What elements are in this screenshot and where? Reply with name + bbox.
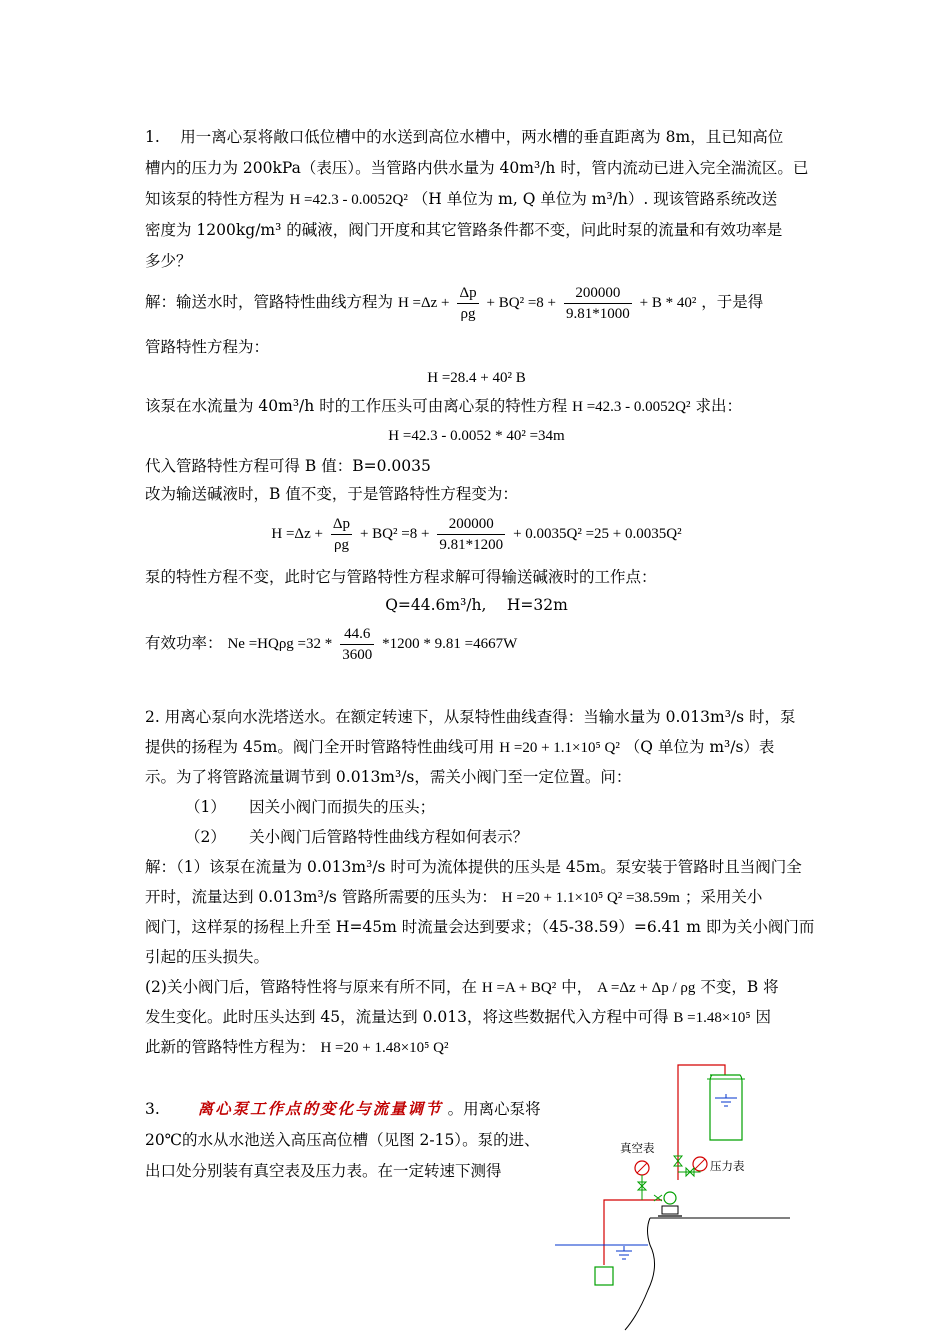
problem-title: 离心泵工作点的变化与流量调节 xyxy=(197,1099,443,1118)
text: （Q 单位为 m³/s）表 xyxy=(624,738,775,756)
text: 中， xyxy=(561,978,593,996)
pump-body xyxy=(664,1192,676,1204)
eq-part: Ne =HQρg =32 * xyxy=(227,636,333,652)
pressure-gauge-label: 压力表 xyxy=(710,1159,745,1173)
p2-line-3: 示。为了将管路流量调节到 0.013m³/s，需关小阀门至一定位置。问： xyxy=(145,768,632,786)
a-equation: A =Δz + Δp / ρg xyxy=(597,980,696,996)
pump-equation: H =42.3 - 0.0052Q² xyxy=(289,192,408,208)
b-value: B =1.48×10⁵ xyxy=(673,1010,751,1026)
p1-solution-line-3 xyxy=(145,395,742,418)
text: (2)关小阀门后，管路特性将与原来有所不同，在 xyxy=(145,978,477,996)
numerator: 200000 xyxy=(437,514,505,535)
equation-alkali-pipe xyxy=(145,512,808,555)
text: 此新的管路特性方程为： xyxy=(145,1038,316,1056)
eq-part: H =Δz + xyxy=(397,295,450,311)
p1-solution-line-4: 代入管路特性方程可得 B 值：B=0.0035 xyxy=(145,457,431,475)
p1-solution-line-7 xyxy=(145,622,517,665)
text: 该泵在水流量为 40m³/h 时的工作压头可由离心泵的特性方程 xyxy=(145,397,568,415)
p2-answer-line-7 xyxy=(145,1036,448,1059)
text: （H 单位为 m, Q 单位为 m³/h）. 现该管路系统改送 xyxy=(412,190,778,208)
text: 解：输送水时，管路特性曲线方程为 xyxy=(145,293,394,311)
text: 求出： xyxy=(695,397,742,415)
p3-line-3: 出口处分别装有真空表及压力表。在一定转速下测得 xyxy=(145,1162,502,1180)
new-pipe-equation: H =20 + 1.48×10⁵ Q² xyxy=(320,1040,449,1056)
text: 因 xyxy=(755,1008,771,1026)
eq-part: + BQ² =8 + xyxy=(486,295,557,311)
p2-line-1: 2. 用离心泵向水洗塔送水。在额定转速下，从泵特性曲线查得：当输水量为 0.013m³/s 时，泵 xyxy=(145,708,796,726)
pump-base xyxy=(662,1206,678,1214)
text: ；采用关小 xyxy=(684,888,763,906)
denominator: 3600 xyxy=(342,646,373,663)
p1-line-2: 槽内的压力为 200kPa（表压）。当管路内供水量为 40m³/h 时，管内流动已进入完全湍流区。已 xyxy=(145,159,809,177)
text: ，于是得 xyxy=(701,293,764,311)
p1-solution-line-2: 管路特性方程为： xyxy=(145,338,270,356)
fraction-pressure xyxy=(437,514,505,555)
pipe-equation: H =20 + 1.1×10⁵ Q² xyxy=(499,740,620,756)
text: 。用离心泵将 xyxy=(447,1100,541,1118)
p2-answer-line-5 xyxy=(145,976,779,999)
p3-line-1 xyxy=(145,1098,541,1120)
p2-answer-line-2 xyxy=(145,886,762,909)
eq-part: + 0.0035Q² =25 + 0.0035Q² xyxy=(513,526,682,542)
fraction-pressure xyxy=(564,283,632,324)
fraction-dp-rhog xyxy=(457,283,478,324)
p2-answer-line-3: 阀门，这样泵的扬程上升至 H=45m 时流量会达到要求；（45-38.59）=6.41 m 即为关小阀门而 xyxy=(145,918,815,936)
p2-answer-line-4: 引起的压头损失。 xyxy=(145,948,270,966)
text: 发生变化。此时压头达到 45，流量达到 0.013，将这些数据代入方程中可得 xyxy=(145,1008,669,1026)
denominator: ρg xyxy=(460,305,476,322)
text: 知该泵的特性方程为 xyxy=(145,190,285,208)
numerator: Δp xyxy=(331,514,352,535)
suction-box xyxy=(595,1267,613,1285)
numerator: Δp xyxy=(457,283,478,304)
gauge-needle xyxy=(695,1159,705,1169)
p2-answer-line-1: 解：（1）该泵在流量为 0.013m³/s 时可为流体提供的压头是 45m。泵安装于管路时且当阀门全 xyxy=(145,858,802,876)
denominator: 9.81*1000 xyxy=(565,305,630,322)
p1-line-4: 密度为 1200kg/m³ 的碱液，阀门开度和其它管路条件都不变，问此时泵的流量和有效功率是 xyxy=(145,221,783,239)
equation-pipe-characteristic: H =28.4 + 40² B xyxy=(427,370,526,386)
p3-line-2: 20℃的水从水池送入高压高位槽（见图 2-15）。泵的进、 xyxy=(145,1131,540,1149)
p1-solution-line-6: 泵的特性方程不变，此时它与管路特性方程求解可得输送碱液时的工作点： xyxy=(145,568,657,586)
p2-line-2 xyxy=(145,736,774,759)
denominator: 9.81*1200 xyxy=(439,536,504,553)
pipe-equation: H =20 + 1.1×10⁵ Q² =38.59m xyxy=(501,890,680,906)
p1-solution-line-5: 改为输送碱液时，B 值不变，于是管路特性方程变为： xyxy=(145,485,518,503)
p2-question-2: （2） 关小阀门后管路特性曲线方程如何表示？ xyxy=(185,828,529,846)
high-tank xyxy=(710,1075,742,1140)
general-equation: H =A + BQ² xyxy=(481,980,557,996)
p2-answer-line-6 xyxy=(145,1006,771,1029)
vacuum-gauge-label: 真空表 xyxy=(620,1141,655,1155)
equation-working-point: Q=44.6m³/h, H=32m xyxy=(385,596,568,614)
gauge-needle xyxy=(637,1163,647,1173)
pump-equation: H =42.3 - 0.0052Q² xyxy=(572,399,691,415)
problem-number: 3. xyxy=(145,1100,160,1118)
p2-question-1: （1） 因关小阀门而损失的压头； xyxy=(185,798,436,816)
fraction-flow xyxy=(340,624,374,665)
equation-head-34: H =42.3 - 0.0052 * 40² =34m xyxy=(388,428,565,444)
p1-line-5: 多少？ xyxy=(145,252,192,270)
eq-part: *1200 * 9.81 =4667W xyxy=(382,636,518,652)
pump-system-diagram xyxy=(550,1060,790,1340)
text: 开时，流量达到 0.013m³/s 管路所需要的压头为： xyxy=(145,888,497,906)
slope xyxy=(625,1218,655,1330)
text: 有效功率： xyxy=(145,634,223,652)
text: 提供的扬程为 45m。阀门全开时管路特性曲线可用 xyxy=(145,738,495,756)
p1-line-3 xyxy=(145,188,777,211)
p1-solution-line-1 xyxy=(145,281,763,324)
text: 不变，B 将 xyxy=(700,978,779,996)
denominator: ρg xyxy=(333,536,349,553)
diagram-svg xyxy=(550,1060,790,1340)
eq-part: + B * 40² xyxy=(639,295,697,311)
eq-part: + BQ² =8 + xyxy=(359,526,430,542)
p1-line-1: 1. 用一离心泵将敞口低位槽中的水送到高位水槽中，两水槽的垂直距离为 8m，且已知高位 xyxy=(145,128,784,146)
eq-part: H =Δz + xyxy=(271,526,323,542)
numerator: 44.6 xyxy=(340,624,374,645)
fraction-dp-rhog xyxy=(331,514,352,555)
numerator: 200000 xyxy=(564,283,632,304)
